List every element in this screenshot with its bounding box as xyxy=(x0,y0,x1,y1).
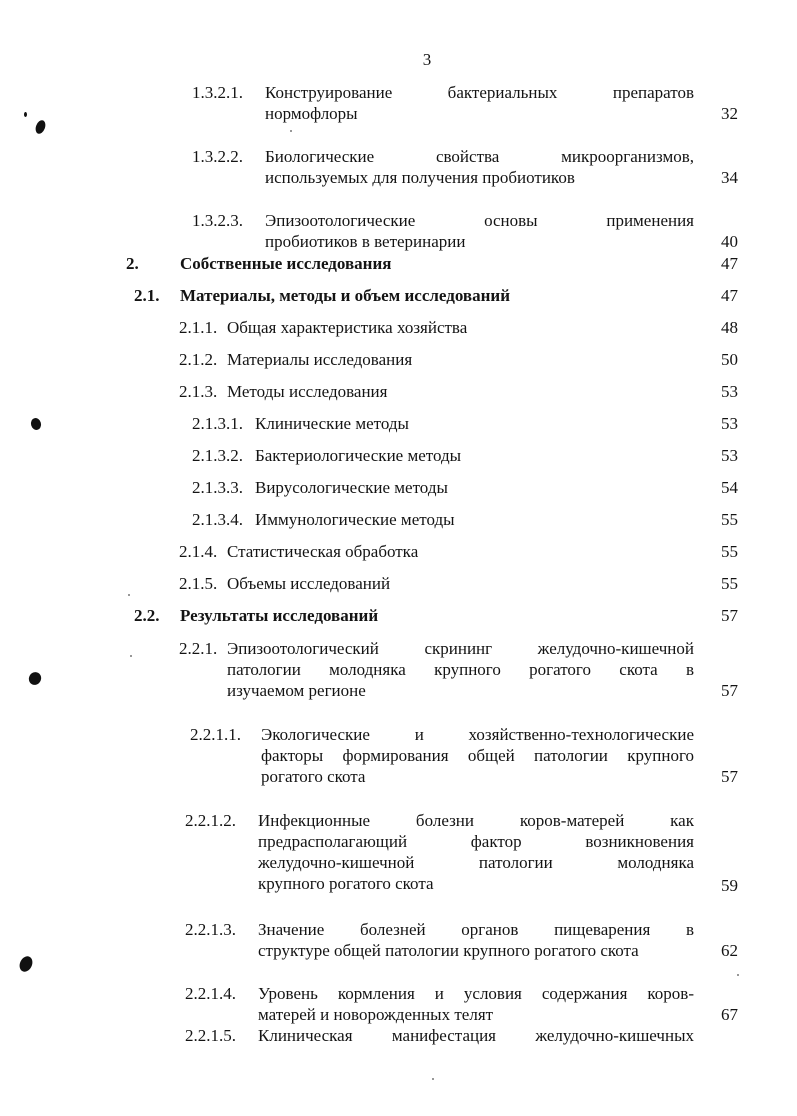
toc-page-ref: 57 xyxy=(721,606,738,625)
toc-entry-line: используемых для получения пробиотиков xyxy=(265,168,575,187)
toc-entry-number: 1.3.2.3. xyxy=(192,211,243,230)
toc-entry-number: 2.2.1.5. xyxy=(185,1026,236,1045)
toc-page-ref: 40 xyxy=(721,232,738,251)
toc-page-ref: 47 xyxy=(721,254,738,273)
toc-entry-number: 2.2. xyxy=(134,606,160,625)
toc-entry-line: нормофлоры xyxy=(265,104,358,123)
toc-entry-line: Клинические методы xyxy=(255,414,409,433)
page-number: 3 xyxy=(422,50,432,69)
toc-entry-number: 1.3.2.1. xyxy=(192,83,243,102)
toc-entry-line: матерей и новорожденных телят xyxy=(258,1005,494,1024)
toc-page-ref: 55 xyxy=(721,542,738,561)
toc-entry-line: Значение болезней органов пищеварения в xyxy=(258,920,694,939)
toc-entry-line: пробиотиков в ветеринарии xyxy=(265,232,466,251)
ink-speck xyxy=(27,670,44,687)
ink-speck xyxy=(24,112,27,117)
toc-entry-number: 2.1. xyxy=(134,286,160,305)
toc-entry-line: Бактериологические методы xyxy=(255,446,462,465)
toc-entry-line: структуре общей патологии крупного рогатого скота xyxy=(258,941,639,960)
toc-entry-number: 2.1.3.3. xyxy=(192,478,243,497)
dust-dot xyxy=(130,655,132,657)
toc-entry-line: желудочно-кишечной патологии молодняка xyxy=(258,853,694,872)
toc-page-ref: 50 xyxy=(721,350,738,369)
toc-page-ref: 62 xyxy=(721,941,738,960)
toc-page-ref: 53 xyxy=(721,382,738,401)
toc-entry-number: 2.2.1.1. xyxy=(190,725,241,744)
toc-entry-line: Статистическая обработка xyxy=(227,542,419,561)
toc-entry-line: Объемы исследований xyxy=(227,574,391,593)
ink-speck xyxy=(34,119,47,135)
toc-entry-number: 2.1.3.4. xyxy=(192,510,243,529)
toc-entry-number: 2.1.3. xyxy=(179,382,218,401)
toc-entry-line: Общая характеристика хозяйства xyxy=(227,318,468,337)
toc-entry-number: 2.2.1.2. xyxy=(185,811,236,830)
toc-page-ref: 57 xyxy=(721,767,738,786)
toc-entry-number: 2.1.1. xyxy=(179,318,218,337)
toc-entry-line: факторы формирования общей патологии крупного xyxy=(261,746,694,765)
toc-entry-line: Биологические свойства микроорганизмов, xyxy=(265,147,694,166)
toc-entry-number: 2.1.4. xyxy=(179,542,218,561)
toc-entry-line: рогатого скота xyxy=(261,767,366,786)
toc-entry-line: крупного рогатого скота xyxy=(258,874,434,893)
toc-page-ref: 47 xyxy=(721,286,738,305)
toc-entry-line: Материалы исследования xyxy=(227,350,413,369)
toc-page-ref: 34 xyxy=(721,168,738,187)
toc-entry-number: 2.1.3.2. xyxy=(192,446,243,465)
toc-entry-number: 2.1.2. xyxy=(179,350,218,369)
toc-page-ref: 54 xyxy=(721,478,738,497)
toc-entry-line: Вирусологические методы xyxy=(255,478,448,497)
toc-entry-line: Клиническая манифестация желудочно-кишечных xyxy=(258,1026,694,1045)
toc-page-ref: 48 xyxy=(721,318,738,337)
toc-entry-number: 2.1.3.1. xyxy=(192,414,243,433)
toc-page-ref: 67 xyxy=(721,1005,738,1024)
toc-entry-line: Результаты исследований xyxy=(180,606,379,625)
toc-page-ref: 32 xyxy=(721,104,738,123)
toc-entry-line: Экологические и хозяйственно-технологические xyxy=(261,725,694,744)
toc-page-ref: 53 xyxy=(721,414,738,433)
toc-page-ref: 59 xyxy=(721,876,738,895)
dust-dot xyxy=(432,1078,434,1080)
toc-entry-number: 2.2.1. xyxy=(179,639,218,658)
toc-entry-number: 2. xyxy=(126,254,139,273)
dust-dot xyxy=(290,130,292,132)
toc-page-ref: 53 xyxy=(721,446,738,465)
ink-speck xyxy=(30,417,43,431)
toc-entry-line: изучаемом регионе xyxy=(227,681,366,700)
toc-entry-number: 2.1.5. xyxy=(179,574,218,593)
ink-speck xyxy=(17,954,35,974)
toc-entry-line: Иммунологические методы xyxy=(255,510,455,529)
toc-page-ref: 55 xyxy=(721,574,738,593)
toc-entry-line: Эпизоотологический скрининг желудочно-кишечной xyxy=(227,639,694,658)
dust-dot xyxy=(128,594,130,596)
toc-entry-line: Эпизоотологические основы применения xyxy=(265,211,694,230)
toc-entry-line: Конструирование бактериальных препаратов xyxy=(265,83,694,102)
toc-entry-line: Методы исследования xyxy=(227,382,388,401)
toc-entry-line: Уровень кормления и условия содержания коров- xyxy=(258,984,694,1003)
toc-entry-number: 2.2.1.4. xyxy=(185,984,236,1003)
toc-entry-line: патологии молодняка крупного рогатого скота в xyxy=(227,660,694,679)
toc-entry-number: 2.2.1.3. xyxy=(185,920,236,939)
dust-dot xyxy=(737,974,739,976)
toc-entry-number: 1.3.2.2. xyxy=(192,147,243,166)
toc-page-ref: 55 xyxy=(721,510,738,529)
toc-entry-line: Инфекционные болезни коров-матерей как xyxy=(258,811,694,830)
toc-entry-line: предрасполагающий фактор возникновения xyxy=(258,832,694,851)
toc-page-ref: 57 xyxy=(721,681,738,700)
toc-entry-line: Материалы, методы и объем исследований xyxy=(180,286,510,305)
toc-entry-line: Собственные исследования xyxy=(180,254,392,273)
